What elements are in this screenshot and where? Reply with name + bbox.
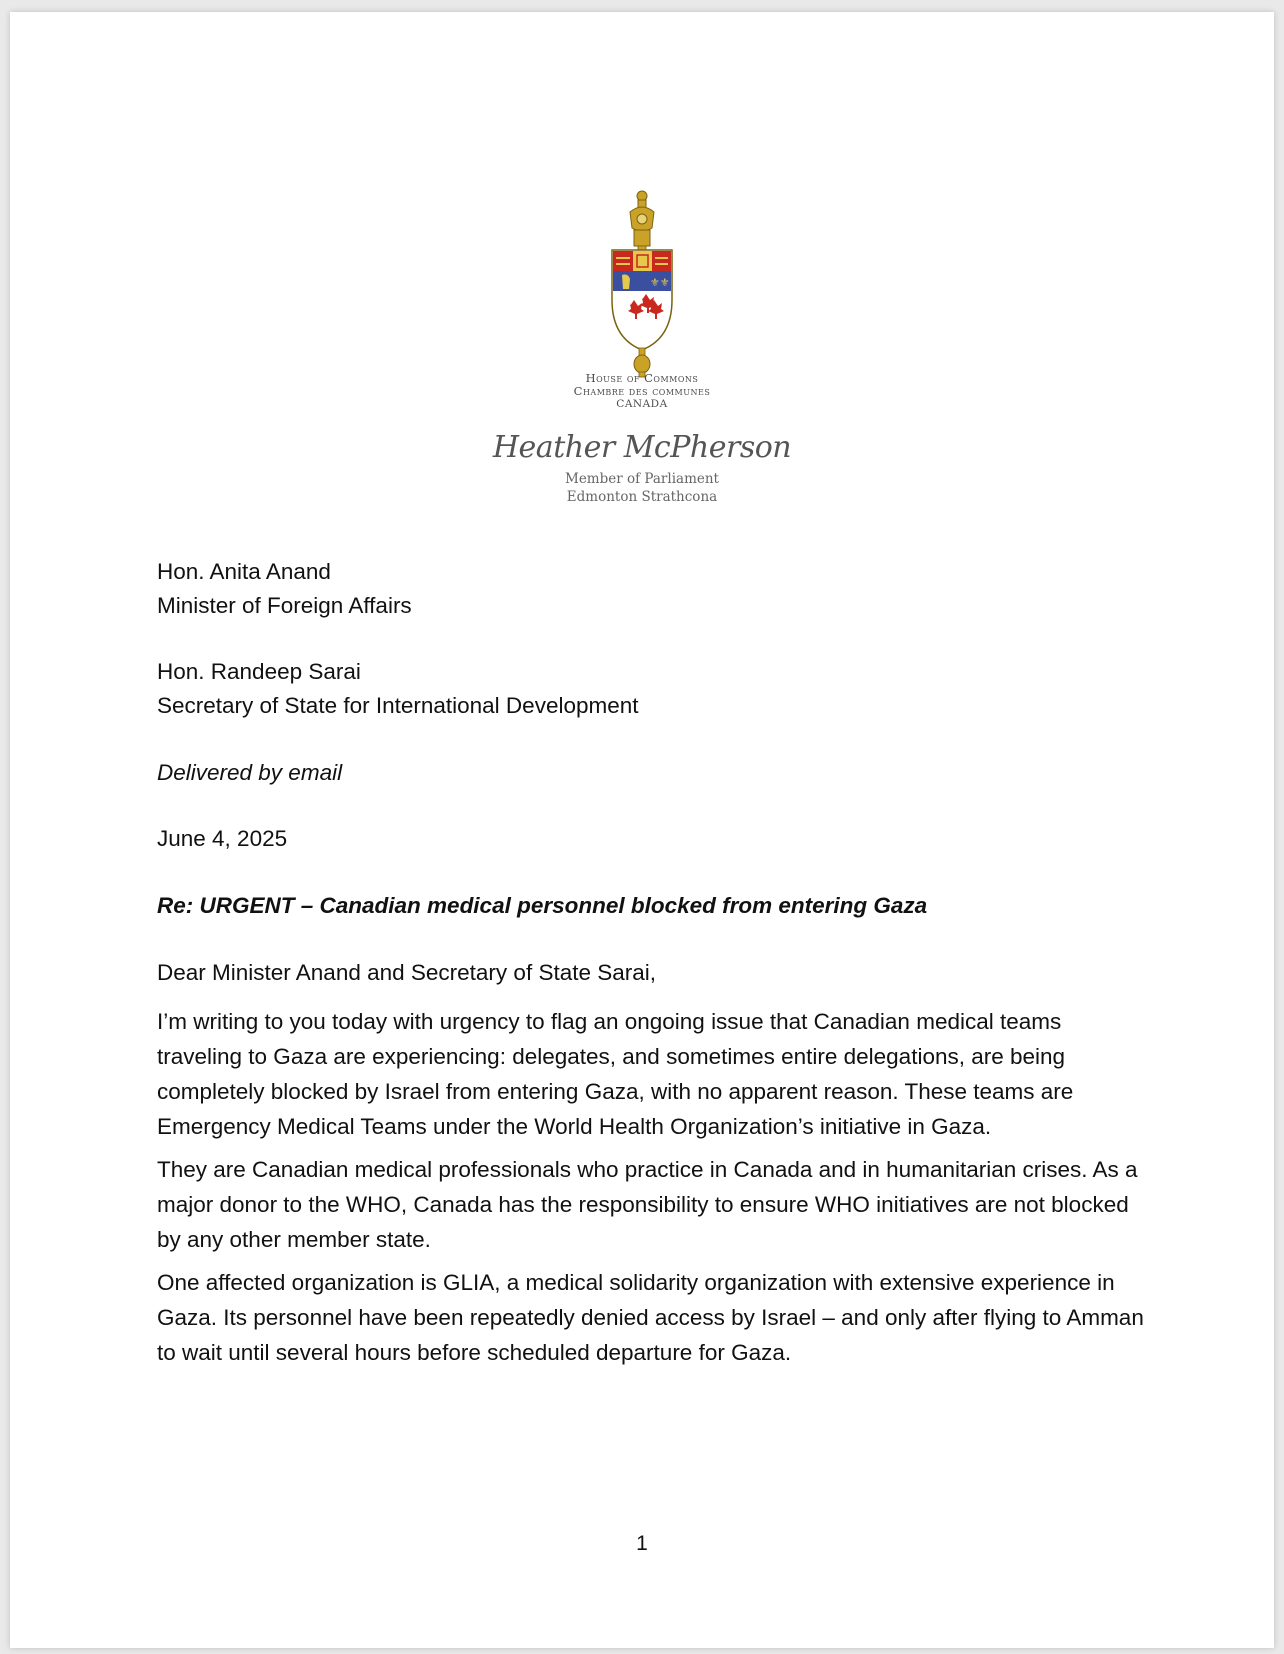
letterhead xyxy=(10,12,1274,532)
chambre-des-communes-label: Chambre des communes xyxy=(573,384,711,398)
recipient-2-title: Secretary of State for International Development xyxy=(157,693,639,718)
house-of-commons-crest-icon xyxy=(600,188,684,378)
recipient-1-name: Hon. Anita Anand xyxy=(157,559,331,584)
recipient-1-title: Minister of Foreign Affairs xyxy=(157,593,412,618)
paragraph-1: I’m writing to you today with urgency to flag an ongoing issue that Canadian medical teams traveling to Gaza are experiencing: delegates, and sometimes entire delegations, are being completely blocked by Israel from entering Gaza, with no apparent reason. These teams are Emergency Medical Teams under the World Health Organization’s initiative in Gaza. xyxy=(157,1009,1074,1139)
house-of-commons-label: House of Commons xyxy=(585,371,699,385)
svg-text:⚜⚜: ⚜⚜ xyxy=(650,276,670,289)
salutation: Dear Minister Anand and Secretary of State Sarai, xyxy=(157,960,657,985)
paragraph-2: They are Canadian medical professionals who practice in Canada and in humanitarian crises. As a major donor to the WHO, Canada has the responsibility to ensure WHO initiatives are not blocked by any other member state. xyxy=(157,1157,1138,1252)
letter-subject: Re: URGENT – Canadian medical personnel blocked from entering Gaza xyxy=(157,893,928,918)
recipient-2-name: Hon. Randeep Sarai xyxy=(157,659,361,684)
page-number: 1 xyxy=(636,1532,648,1555)
mp-riding: Edmonton Strathcona xyxy=(566,489,718,505)
letter-date: June 4, 2025 xyxy=(157,826,288,851)
mp-name-signature: Heather McPherson xyxy=(492,430,792,465)
delivery-method: Delivered by email xyxy=(157,760,343,785)
paragraph-3: One affected organization is GLIA, a medical solidarity organization with extensive experience in Gaza. Its personnel have been repeatedly denied access by Israel – and only after flying to Amman to wait until several hours before scheduled departure for Gaza. xyxy=(157,1270,1144,1365)
mp-role: Member of Parliament xyxy=(565,471,719,487)
letter-page xyxy=(10,12,1274,1648)
country-label: CANADA xyxy=(616,398,668,410)
